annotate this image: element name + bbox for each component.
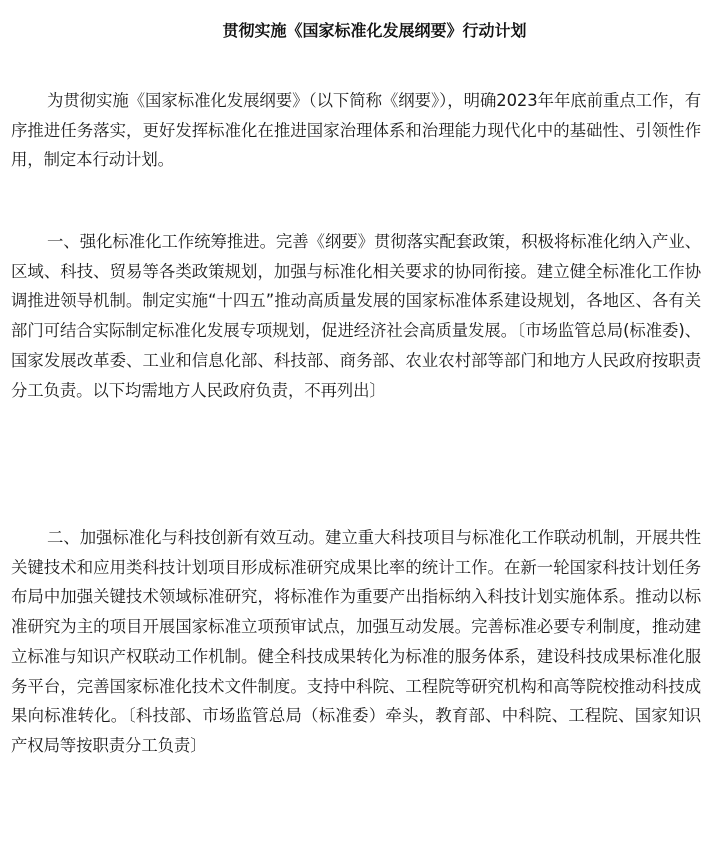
document-title: 贯彻实施《国家标准化发展纲要》行动计划: [222, 21, 527, 40]
paragraph-section-1: 一、强化标准化工作统筹推进。完善《纲要》贯彻落实配套政策，积极将标准化纳入产业、区域、科技、贸易等各类政策规划，加强与标准化相关要求的协同衔接。建立健全标准化工作协调推进领导机制。制定实施“十四五”推动高质量发展的国家标准体系建设规划，各地区、各有关部门可结合实际制定标准化发展专项规划，促进经济社会高质量发展。〔市场监管总局(标准委)、国家发展改革委、工业和信息化部、科技部、商务部、农业农村部等部门和地方人民政府按职责分工负责。以下均需地方人民政府负责，不再列出〕: [11, 232, 701, 400]
paragraph-section-2: 二、加强标准化与科技创新有效互动。建立重大科技项目与标准化工作联动机制，开展共性关键技术和应用类科技计划项目形成标准研究成果比率的统计工作。在新一轮国家科技计划任务布局中加强关键技术领域标准研究，将标准作为重要产出指标纳入科技计划实施体系。推动以标准研究为主的项目开展国家标准立项预审试点，加强互动发展。完善标准必要专利制度，推动建立标准与知识产权联动工作机制。健全科技成果转化为标准的服务体系，建设科技成果标准化服务平台，完善国家标准化技术文件制度。支持中科院、工程院等研究机构和高等院校推动科技成果向标准转化。〔科技部、市场监管总局（标准委）牵头，教育部、中科院、工程院、国家知识产权局等按职责分工负责〕: [11, 528, 701, 755]
paragraph-intro: 为贯彻实施《国家标准化发展纲要》（以下简称《纲要》），明确2023年年底前重点工作，有序推进任务落实，更好发挥标准化在推进国家治理体系和治理能力现代化中的基础性、引领性作用，制定本行动计划。: [11, 91, 701, 170]
